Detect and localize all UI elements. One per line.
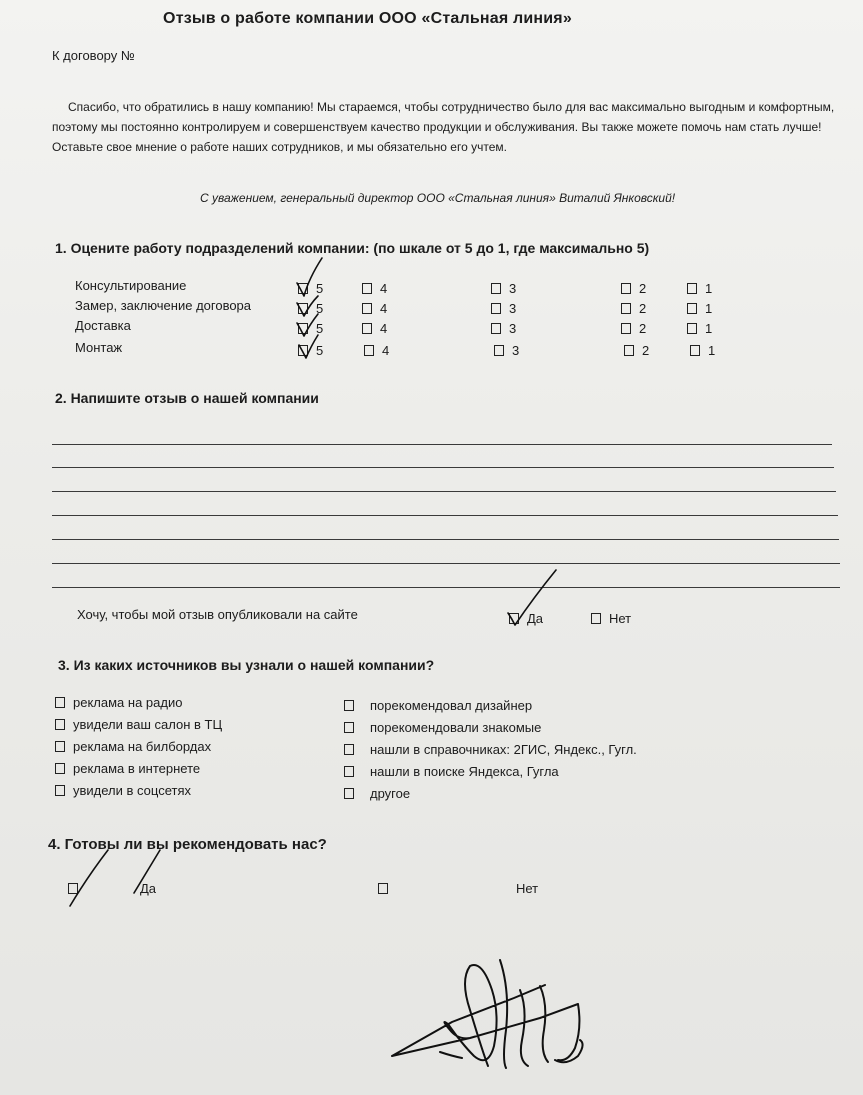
pen-checkmark-icon <box>299 335 318 358</box>
q1-option-3[interactable]: 3 <box>491 321 516 336</box>
handwritten-signature-icon <box>392 960 583 1068</box>
source-option[interactable]: реклама в интернете <box>55 761 200 776</box>
q1-option-4[interactable]: 4 <box>362 281 387 296</box>
q1-row-label: Консультирование <box>75 278 187 293</box>
recommend-no-option[interactable]: Нет <box>378 881 538 896</box>
q4-heading: 4. Готовы ли вы рекомендовать нас? <box>48 836 327 853</box>
source-option[interactable]: реклама на билбордах <box>55 739 211 754</box>
recommend-yes-option[interactable]: Да <box>68 881 156 896</box>
publish-no-option[interactable]: Нет <box>591 611 631 626</box>
q1-option-1[interactable]: 1 <box>690 343 715 358</box>
page-title: Отзыв о работе компании ООО «Стальная линия» <box>163 10 572 27</box>
contract-number-label: К договору № <box>52 48 135 63</box>
q1-row-label: Доставка <box>75 318 131 333</box>
source-option[interactable]: увидели ваш салон в ТЦ <box>55 717 222 732</box>
q1-option-2[interactable]: 2 <box>621 321 646 336</box>
source-option[interactable]: другое <box>344 786 410 801</box>
q1-option-3[interactable]: 3 <box>491 301 516 316</box>
q1-option-1[interactable]: 1 <box>687 281 712 296</box>
q1-option-1[interactable]: 1 <box>687 321 712 336</box>
q1-option-2[interactable]: 2 <box>621 281 646 296</box>
q1-option-3[interactable]: 3 <box>494 343 519 358</box>
pen-checkmark-icon <box>134 850 160 893</box>
publish-yes-option[interactable]: Да <box>509 611 543 626</box>
director-greeting: С уважением, генеральный директор ООО «Стальная линия» Виталий Янковский! <box>200 191 676 205</box>
q1-option-2[interactable]: 2 <box>624 343 649 358</box>
source-option[interactable]: нашли в поиске Яндекса, Гугла <box>344 764 559 779</box>
source-option[interactable]: порекомендовал дизайнер <box>344 698 532 713</box>
pen-checkmark-icon <box>297 258 322 296</box>
q2-heading: 2. Напишите отзыв о нашей компании <box>55 390 319 406</box>
q1-option-5[interactable]: 5 <box>298 321 323 336</box>
q1-option-5[interactable]: 5 <box>298 281 323 296</box>
source-option[interactable]: увидели в соцсетях <box>55 783 191 798</box>
source-option[interactable]: реклама на радио <box>55 695 182 710</box>
pen-checkmark-icon <box>297 314 318 336</box>
q1-row-label: Замер, заключение договора <box>75 298 252 313</box>
pen-checkmark-icon <box>508 570 556 625</box>
q1-option-5[interactable]: 5 <box>298 343 323 358</box>
q1-option-4[interactable]: 4 <box>364 343 389 358</box>
q1-option-5[interactable]: 5 <box>298 301 323 316</box>
q1-option-2[interactable]: 2 <box>621 301 646 316</box>
q1-option-4[interactable]: 4 <box>362 321 387 336</box>
publish-question: Хочу, чтобы мой отзыв опубликовали на сайте <box>77 607 358 622</box>
pen-checkmark-icon <box>297 296 318 316</box>
q1-option-1[interactable]: 1 <box>687 301 712 316</box>
q1-row-label: Монтаж <box>75 340 123 355</box>
q3-heading: 3. Из каких источников вы узнали о нашей компании? <box>58 657 435 673</box>
source-option[interactable]: порекомендовали знакомые <box>344 720 541 735</box>
pen-checkmark-icon <box>70 850 108 906</box>
q1-option-4[interactable]: 4 <box>362 301 387 316</box>
source-option[interactable]: нашли в справочниках: 2ГИС, Яндекс., Гугл. <box>344 742 637 757</box>
intro-paragraph: Спасибо, что обратились в нашу компанию! Мы стараемся, чтобы сотрудничество было для вас максимально выгодным и комфортным, поэтому мы постоянно контролируем и совершенствуем качество продукции и обслуживания. Вы также можете помочь нам стать лучше! Оставьте свое мнение о работе наших сотрудников, и мы обязательно его учтем. <box>52 100 835 154</box>
q1-option-3[interactable]: 3 <box>491 281 516 296</box>
q1-heading: 1. Оцените работу подразделений компании: (по шкале от 5 до 1, где максимально 5) <box>55 240 650 256</box>
